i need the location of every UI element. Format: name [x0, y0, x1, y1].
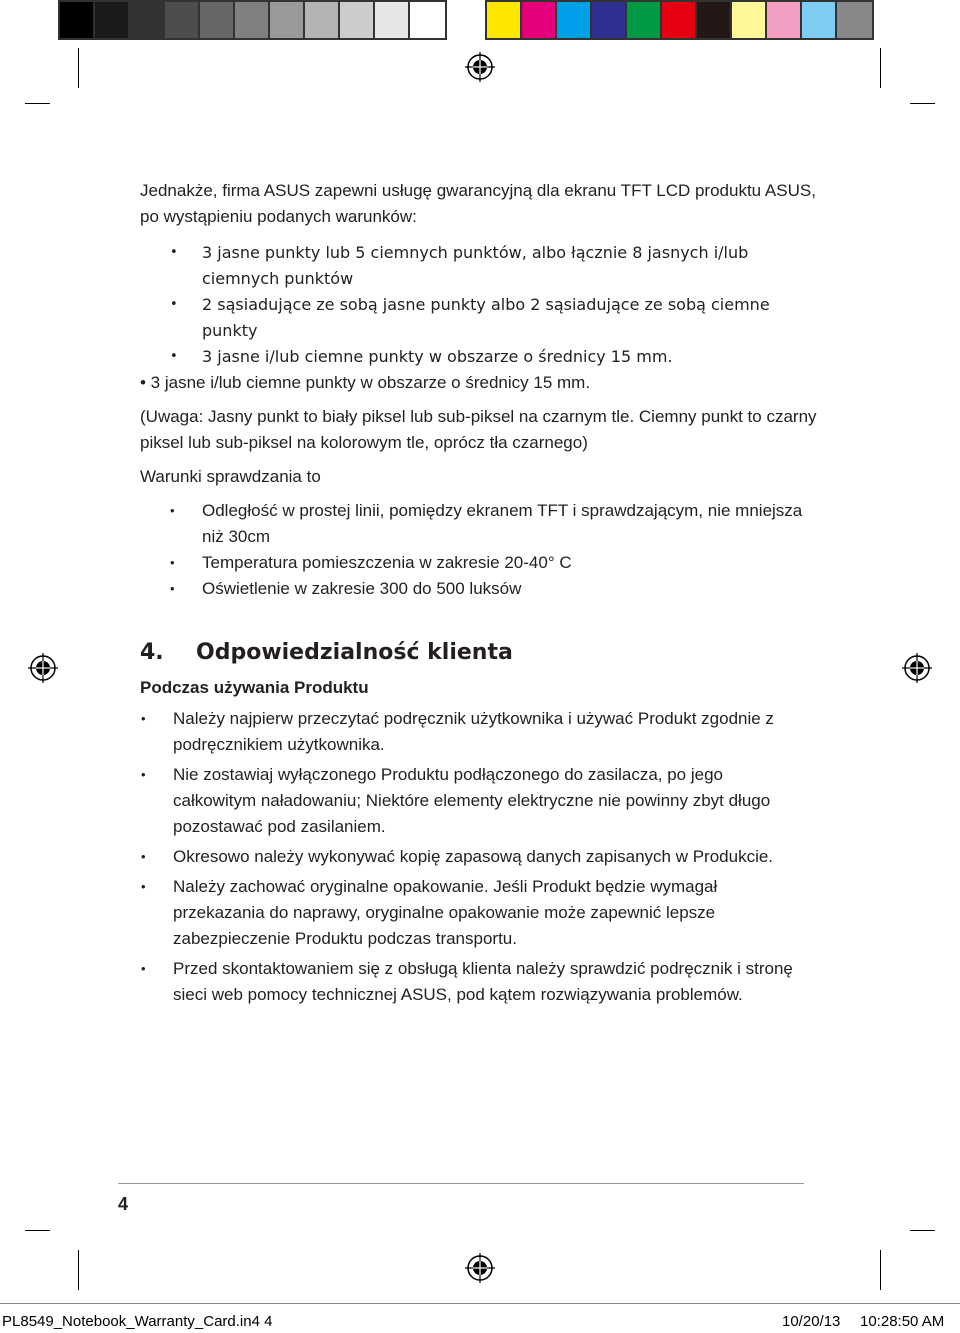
- registration-mark-icon: [465, 1253, 495, 1283]
- page-number: 4: [118, 1194, 129, 1214]
- list-item: • Przed skontaktowaniem się z obsługą klienta należy sprawdzić podręcznik i stronę sieci web pomocy technicznej ASUS, pod kątem rozwiązywania problemów.: [140, 956, 810, 1008]
- crop-mark: [880, 1250, 881, 1290]
- footer-rule: [118, 1183, 804, 1184]
- process-color-bar: [485, 0, 874, 40]
- intro-paragraph: Jednakże, firma ASUS zapewni usługę gwarancyjną dla ekranu TFT LCD produktu ASUS, po wystąpieniu podanych warunków:: [140, 181, 816, 226]
- inline-bullet-item: • 3 jasne i/lub ciemne punkty w obszarze o średnicy 15 mm.: [140, 373, 591, 392]
- registration-mark-icon: [28, 653, 58, 683]
- color-swatch: [235, 2, 270, 38]
- crop-mark: [910, 103, 935, 104]
- intro-section: [140, 178, 820, 602]
- list-item: • Odległość w prostej linii, pomiędzy ekranem TFT i sprawdzającym, nie mniejsza niż 30cm: [140, 498, 820, 550]
- color-swatch: [522, 2, 557, 38]
- color-swatch: [95, 2, 130, 38]
- section-subtitle: Podczas używania Produktu: [140, 678, 369, 697]
- defect-list: [140, 240, 820, 370]
- color-swatch: [60, 2, 95, 38]
- section-number: 4.: [140, 640, 164, 665]
- list-item: • Należy najpierw przeczytać podręcznik użytkownika i używać Produkt zgodnie z podręcznikiem użytkownika.: [140, 706, 810, 758]
- color-swatch: [662, 2, 697, 38]
- list-item: • 3 jasne i/lub ciemne punkty w obszarze o średnicy 15 mm.: [140, 344, 820, 370]
- color-swatch: [837, 2, 872, 38]
- color-swatch: [627, 2, 662, 38]
- crop-mark: [78, 48, 79, 88]
- section-title-text: Odpowiedzialność klienta: [196, 640, 513, 665]
- list-item: • 3 jasne punkty lub 5 ciemnych punktów, albo łącznie 8 jasnych i/lub ciemnych punktów: [140, 240, 820, 292]
- section-title: [140, 640, 513, 665]
- crop-mark: [25, 1230, 50, 1231]
- color-swatch: [487, 2, 522, 38]
- color-swatch: [375, 2, 410, 38]
- color-swatch: [410, 2, 445, 38]
- conditions-list: [140, 498, 820, 602]
- crop-mark: [910, 1230, 935, 1231]
- color-swatch: [802, 2, 837, 38]
- color-swatch: [305, 2, 340, 38]
- registration-mark-icon: [902, 653, 932, 683]
- crop-mark: [78, 1250, 79, 1290]
- color-swatch: [130, 2, 165, 38]
- color-swatch: [270, 2, 305, 38]
- list-item: • Nie zostawiaj wyłączonego Produktu podłączonego do zasilacza, po jego całkowitym naładowaniu; Niektóre elementy elektryczne nie powinny zbyt długo pozostawać pod zasilaniem.: [140, 762, 810, 840]
- color-swatch: [592, 2, 627, 38]
- list-item: • Temperatura pomieszczenia w zakresie 20-40° C: [140, 550, 820, 576]
- slug-date: 10/20/13: [782, 1313, 841, 1330]
- grayscale-color-bar: [58, 0, 447, 40]
- crop-mark: [0, 1303, 960, 1304]
- color-swatch: [557, 2, 592, 38]
- list-item: • 2 sąsiadujące ze sobą jasne punkty albo 2 sąsiadujące ze sobą ciemne punkty: [140, 292, 820, 344]
- color-swatch: [165, 2, 200, 38]
- list-item: • Oświetlenie w zakresie 300 do 500 luksów: [140, 576, 820, 602]
- color-swatch: [767, 2, 802, 38]
- registration-mark-icon: [465, 52, 495, 82]
- list-item: • Okresowo należy wykonywać kopię zapasową danych zapisanych w Produkcie.: [140, 844, 810, 870]
- list-item: • Należy zachować oryginalne opakowanie. Jeśli Produkt będzie wymagał przekazania do naprawy, oryginalne opakowanie może zapewnić lepsze zabezpieczenie Produktu podczas transportu.: [140, 874, 810, 952]
- crop-mark: [880, 48, 881, 88]
- conditions-heading: Warunki sprawdzania to: [140, 467, 321, 486]
- color-swatch: [340, 2, 375, 38]
- responsibility-list: [140, 706, 810, 1012]
- crop-mark: [25, 103, 50, 104]
- color-swatch: [200, 2, 235, 38]
- color-swatch: [697, 2, 732, 38]
- slug-filename: PL8549_Notebook_Warranty_Card.in4 4: [2, 1313, 273, 1330]
- color-swatch: [732, 2, 767, 38]
- slug-time: 10:28:50 AM: [860, 1313, 945, 1330]
- note-paragraph: (Uwaga: Jasny punkt to biały piksel lub sub-piksel na czarnym tle. Ciemny punkt to czarny piksel lub sub-piksel na kolorowym tle, oprócz tła czarnego): [140, 407, 817, 452]
